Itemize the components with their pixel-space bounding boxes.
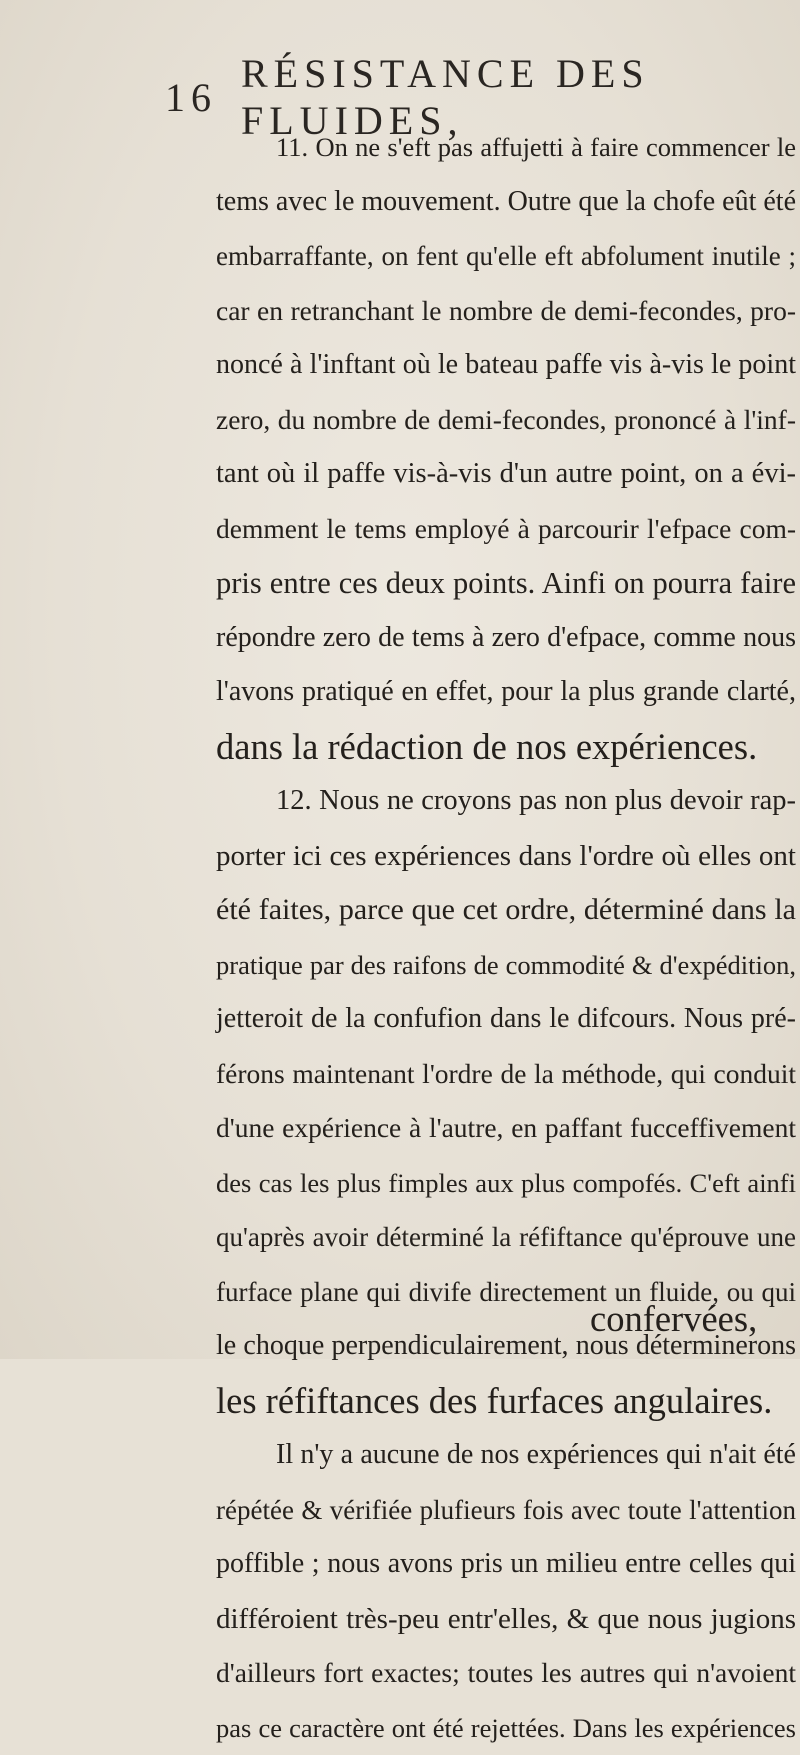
text-line: dans la rédaction de nos expériences. (216, 720, 796, 775)
text-line: jetteroit de la confufion dans le difcours. Nous pré- (216, 992, 796, 1047)
text-line: pris entre ces deux points. Ainfi on pourra faire (216, 556, 796, 611)
text-line: furface plane qui divife directement un fluide, ou qui (216, 1265, 796, 1320)
text-line: répondre zero de tems à zero d'efpace, comme nous (216, 611, 796, 666)
text-line: 12. Nous ne croyons pas non plus devoir rap- (216, 774, 796, 829)
text-line: qu'après avoir déterminé la réfiftance qu'éprouve une (216, 1210, 796, 1265)
text-line: porter ici ces expériences dans l'ordre où elles ont (216, 829, 796, 884)
text-line: tems avec le mouvement. Outre que la chofe eût été (216, 175, 796, 230)
text-line: Il n'y a aucune de nos expériences qui n'ait été (216, 1428, 796, 1483)
text-line: poffible ; nous avons pris un milieu entre celles qui (216, 1537, 796, 1592)
text-line: zero, du nombre de demi-fecondes, prononcé à l'inf- (216, 393, 796, 448)
body-text (216, 120, 796, 1755)
text-line: des cas les plus fimples aux plus compofés. C'eft ainfi (216, 1156, 796, 1211)
text-line: été faites, parce que cet ordre, déterminé dans la (216, 883, 796, 938)
text-line: d'ailleurs fort exactes; toutes les autres qui n'avoient (216, 1646, 796, 1701)
page-number: 16 (165, 74, 217, 121)
text-line: 11. On ne s'eft pas affujetti à faire commencer le (216, 120, 796, 175)
text-line: pas ce caractère ont été rejettées. Dans les expériences (216, 1701, 796, 1755)
text-line: férons maintenant l'ordre de la méthode, qui conduit (216, 1047, 796, 1102)
running-title: RÉSISTANCE DES FLUIDES, (241, 50, 785, 144)
text-line: car en retranchant le nombre de demi-fecondes, pro- (216, 284, 796, 339)
catchword: confervées, (590, 1297, 757, 1340)
text-line: pratique par des raifons de commodité & d'expédition, (216, 938, 796, 993)
text-line: d'une expérience à l'autre, en paffant fucceffivement (216, 1101, 796, 1156)
text-line: noncé à l'inftant où le bateau paffe vis à-vis le point (216, 338, 796, 393)
text-line: le choque perpendiculairement, nous déterminerons (216, 1319, 796, 1374)
running-header (165, 72, 785, 122)
text-line: embarraffante, on fent qu'elle eft abfolument inutile ; (216, 229, 796, 284)
text-line: l'avons pratiqué en effet, pour la plus grande clarté, (216, 665, 796, 720)
text-line: différoient très-peu entr'elles, & que nous jugions (216, 1592, 796, 1647)
text-line: les réfiftances des furfaces angulaires. (216, 1374, 796, 1429)
text-line: tant où il paffe vis-à-vis d'un autre point, on a évi- (216, 447, 796, 502)
text-line: répétée & vérifiée plufieurs fois avec toute l'attention (216, 1483, 796, 1538)
text-line: demment le tems employé à parcourir l'efpace com- (216, 502, 796, 557)
